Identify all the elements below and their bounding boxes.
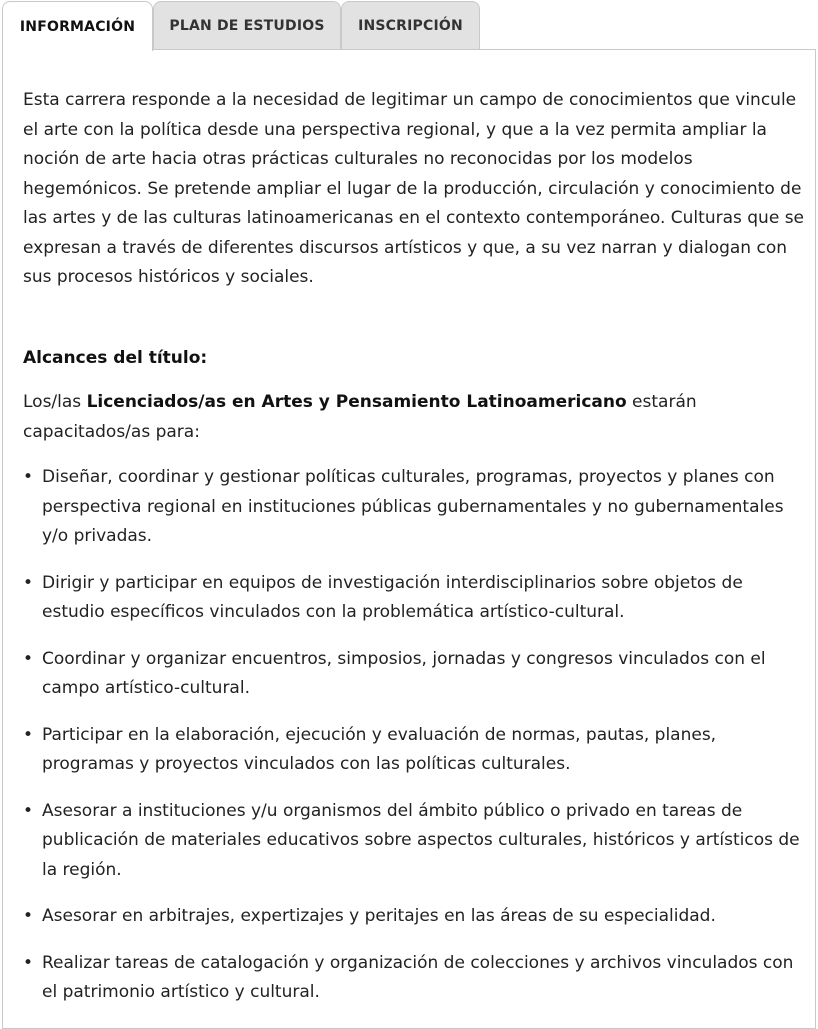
- list-item: [23, 463, 805, 552]
- content-body: [23, 86, 805, 1025]
- lead-text-before: Los/las: [23, 392, 87, 412]
- tab-bar: [2, 1, 816, 50]
- lead-text-after: estarán capacitados/as para:: [23, 392, 697, 442]
- bullet-icon: •: [23, 467, 34, 487]
- list-item: [23, 569, 805, 628]
- tab-label: PLAN DE ESTUDIOS: [169, 18, 325, 34]
- list-item-text: Dirigir y participar en equipos de investigación interdisciplinarios sobre objetos de estudio específicos vinculados con la problemática artístico-cultural.: [42, 572, 743, 622]
- tab-inscripcion[interactable]: [341, 1, 480, 50]
- list-item: [23, 949, 805, 1008]
- bullet-icon: •: [23, 800, 34, 821]
- scope-list: [23, 463, 805, 1008]
- bullet-icon: •: [23, 648, 34, 669]
- section-heading: Alcances del título:: [23, 347, 208, 368]
- intro-paragraph: Esta carrera responde a la necesidad de legitimar un campo de conocimientos que vincule el arte con la política desde una perspectiva regional, y que a la vez permita ampliar la noción de arte hacia otras prácticas culturales no reconocidas por los modelos hegemónicos. Se pretende ampliar el lugar de la producción, circulación y conocimiento de las artes y de las culturas latinoamericanas en el contexto contemporáneo. Culturas que se expresan a través de diferentes discursos artísticos y que, a su vez narran y dialogan con sus procesos históricos y sociales.: [23, 90, 805, 287]
- list-item: [23, 902, 805, 932]
- list-item-text: Asesorar en arbitrajes, expertizajes y peritajes en las áreas de su especialidad.: [42, 906, 716, 926]
- tab-plan-de-estudios[interactable]: [153, 1, 341, 50]
- list-item-text: Asesorar a instituciones y/u organismos del ámbito público o privado en tareas de publicación de materiales educativos sobre aspectos culturales, históricos y artísticos de la región.: [42, 800, 800, 880]
- bullet-icon: •: [23, 724, 34, 745]
- degree-name: Licenciados/as en Artes y Pensamiento Latinoamericano: [86, 392, 627, 412]
- lead-paragraph: [23, 388, 805, 447]
- list-item-text: Diseñar, coordinar y gestionar políticas culturales, programas, proyectos y planes con perspectiva regional en instituciones públicas gubernamentales y no gubernamentales y/o privadas.: [42, 467, 784, 546]
- list-item-text: Coordinar y organizar encuentros, simposios, jornadas y congresos vinculados con el campo artístico-cultural.: [42, 648, 766, 698]
- list-item: [23, 797, 805, 886]
- list-item: [23, 645, 805, 704]
- bullet-icon: •: [23, 952, 34, 973]
- tab-panel-informacion: [2, 49, 816, 1029]
- bullet-icon: •: [23, 906, 34, 926]
- list-item-text: Realizar tareas de catalogación y organización de colecciones y archivos vinculados con el patrimonio artístico y cultural.: [42, 952, 794, 1002]
- list-item: [23, 721, 805, 780]
- bullet-icon: •: [23, 572, 34, 593]
- tab-informacion[interactable]: [2, 1, 153, 51]
- tab-label: INSCRIPCIÓN: [358, 18, 463, 34]
- list-item-text: Participar en la elaboración, ejecución y evaluación de normas, pautas, planes, programas y proyectos vinculados con las políticas culturales.: [42, 724, 717, 774]
- tab-label: INFORMACIÓN: [19, 18, 136, 35]
